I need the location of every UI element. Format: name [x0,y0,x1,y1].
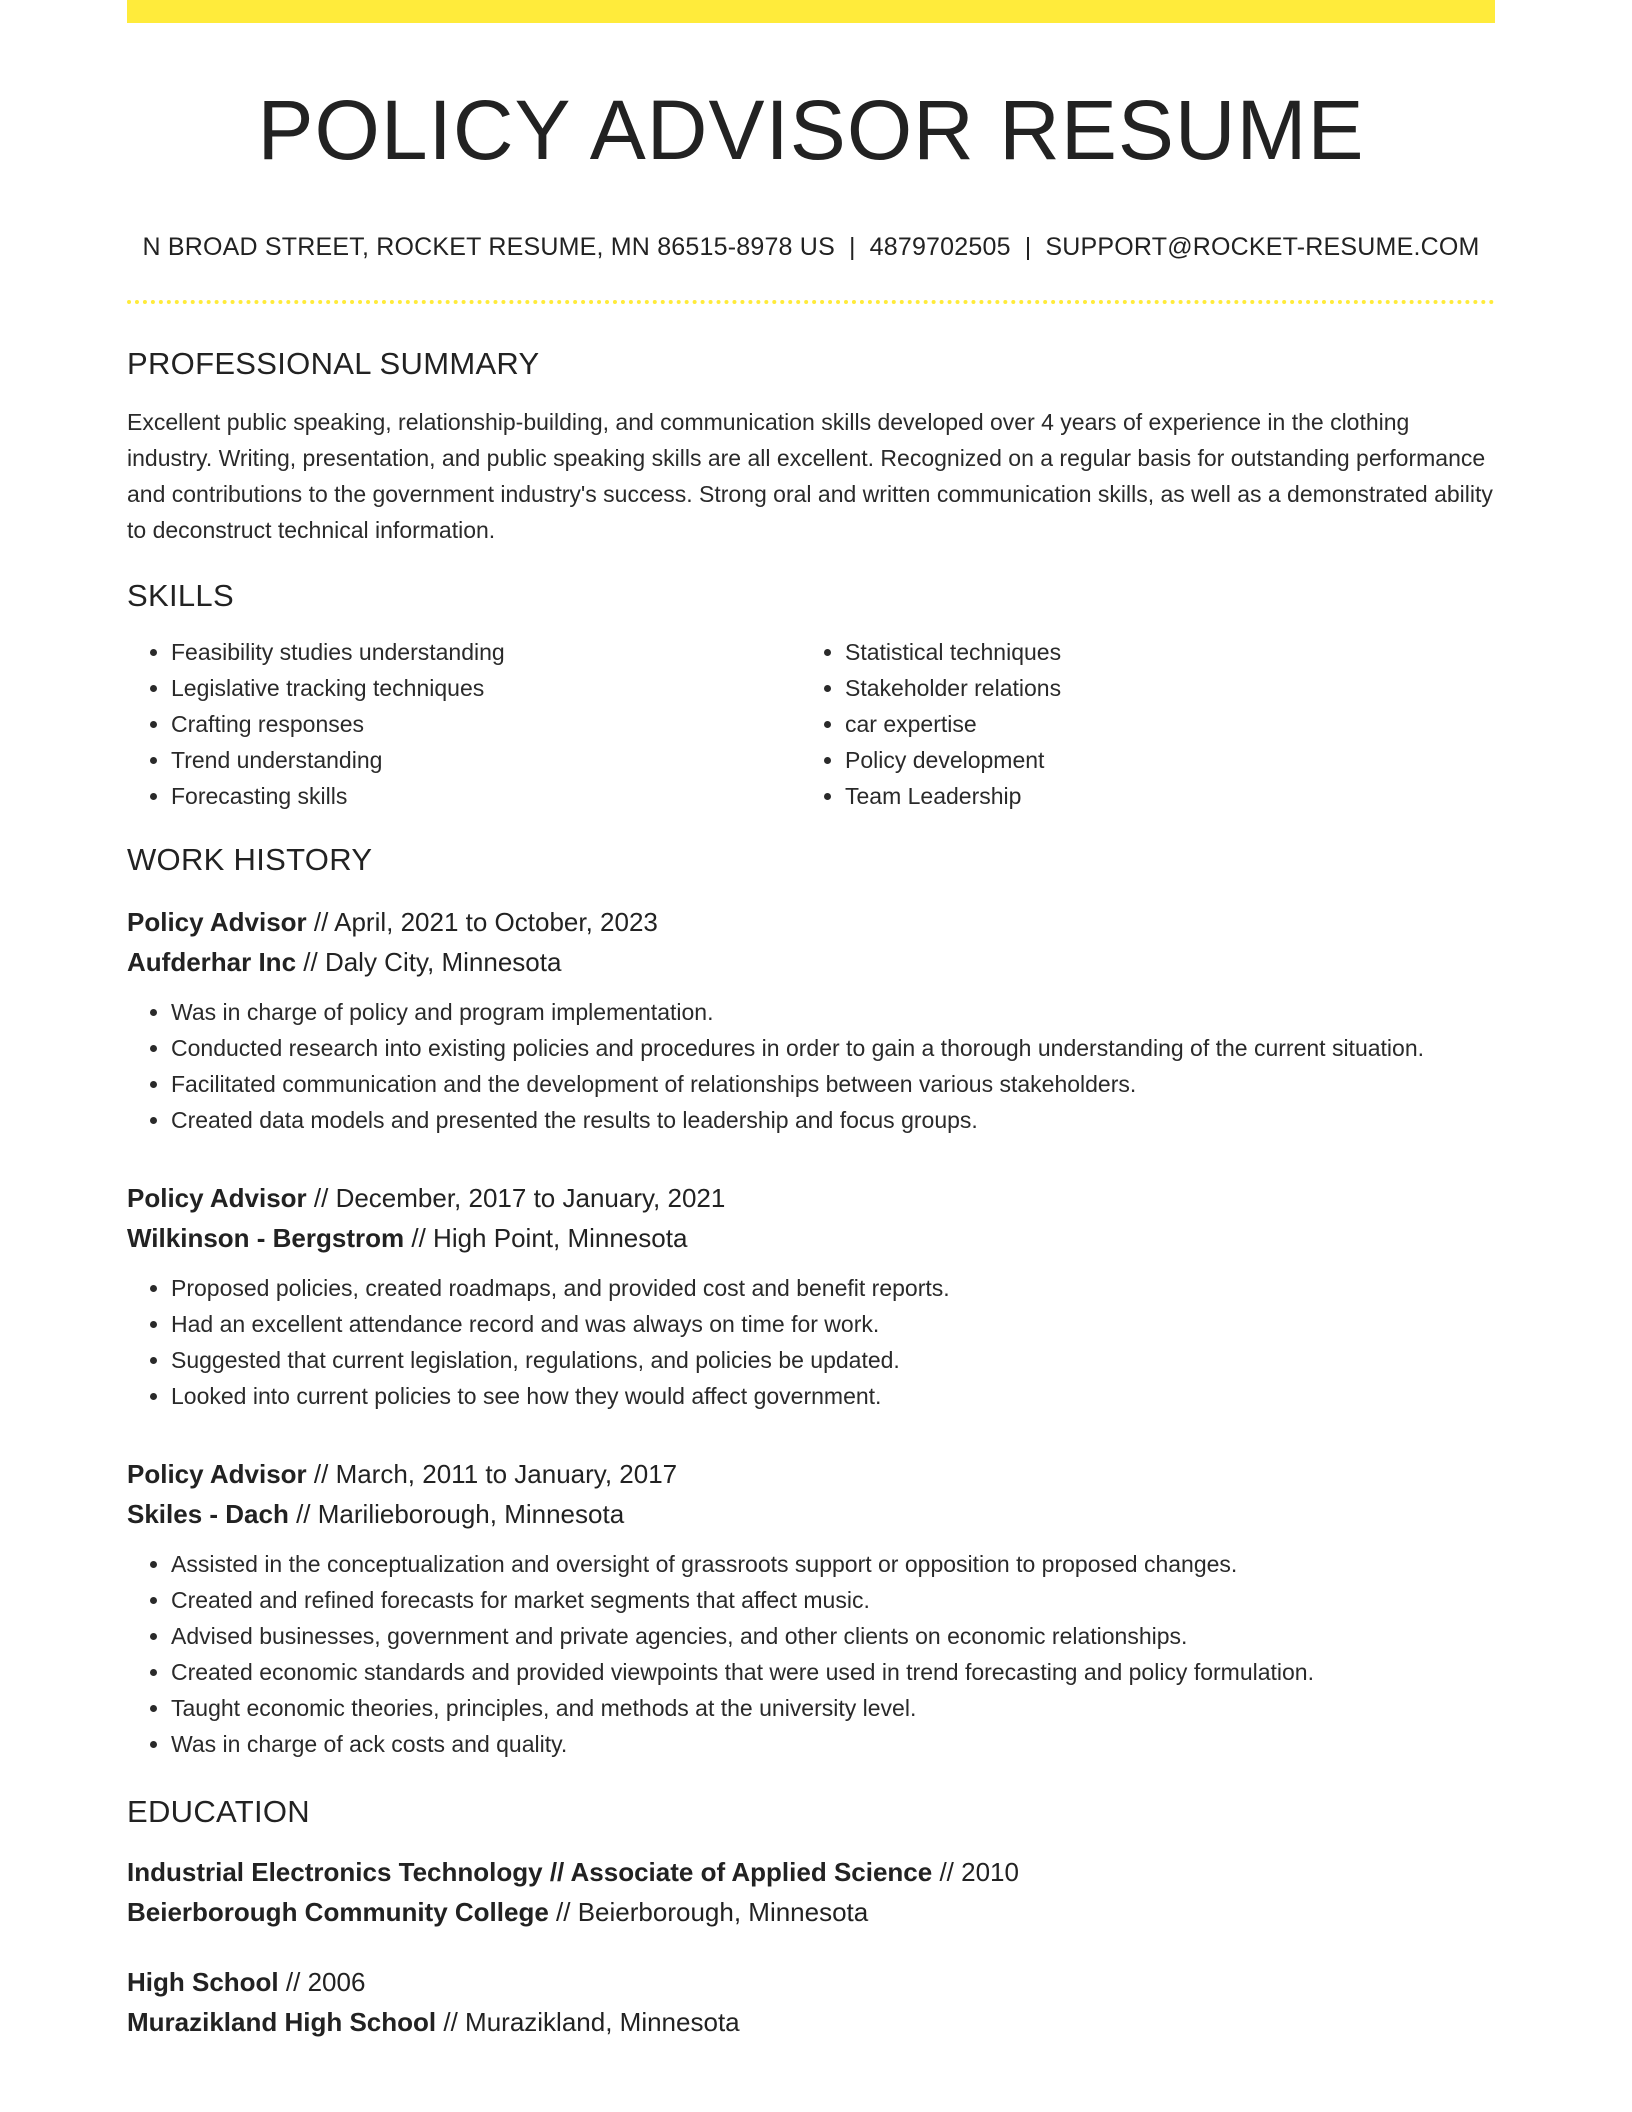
job-dates: March, 2011 to January, 2017 [335,1459,678,1489]
skills-grid [127,634,1495,814]
skills-heading: SKILLS [127,578,234,613]
job-company-line [127,1218,1495,1258]
job-divider: // [296,947,325,977]
education-entry [127,1962,1495,2042]
skill-item: • Forecasting skills [171,778,801,814]
skills-right-column [801,634,1475,814]
job-role-line [127,1178,1495,1218]
skill-item: • Crafting responses [171,706,801,742]
job-location: Daly City, Minnesota [324,947,562,977]
job-bullets [127,994,1495,1138]
job-bullet: • Conducted research into existing policies and procedures in order to gain a thorough understanding of the current situation. [171,1030,1495,1066]
job-bullet: • Created economic standards and provided viewpoints that were used in trend forecasting and policy formulation. [171,1654,1495,1690]
job-divider: // [404,1223,434,1253]
dotted-divider [127,300,1495,304]
job-divider: // [306,1459,336,1489]
education-divider: // [932,1857,962,1887]
contact-separator: | [1024,233,1032,261]
education-school-line [127,2002,1495,2042]
job-bullet: • Assisted in the conceptualization and oversight of grassroots support or opposition to proposed changes. [171,1546,1495,1582]
job-bullet: • Created data models and presented the results to leadership and focus groups. [171,1102,1495,1138]
job-bullet: • Created and refined forecasts for market segments that affect music. [171,1582,1495,1618]
job-role: Policy Advisor [127,907,307,937]
job-divider: // [306,907,335,937]
job-company: Skiles - Dach [127,1499,289,1529]
job-dates: April, 2021 to October, 2023 [334,907,658,937]
education-year: 2010 [961,1857,1019,1887]
job-company: Aufderhar Inc [127,947,297,977]
job-bullet: • Had an excellent attendance record and was always on time for work. [171,1306,1495,1342]
education-degree: Industrial Electronics Technology // Associate of Applied Science [127,1857,933,1887]
job-entry [127,1178,1495,1414]
education-school: Beierborough Community College [127,1897,549,1927]
education-divider: // [548,1897,578,1927]
education-year: 2006 [307,1967,366,1997]
skills-left-column [127,634,801,814]
job-bullet: • Suggested that current legislation, regulations, and policies be updated. [171,1342,1495,1378]
job-bullet: • Was in charge of policy and program implementation. [171,994,1495,1030]
summary-text: Excellent public speaking, relationship-building, and communication skills developed over 4 years of experience in the clothing industry. Writing, presentation, and public speaking skills are all excellent. Recognized on a regular basis for outstanding performance and contributions to the government industry's success. Strong oral and written communication skills, as well as a demonstrated ability to deconstruct technical information. [127,409,1493,543]
education-location: Beierborough, Minnesota [577,1897,869,1927]
job-location: Marilieborough, Minnesota [317,1499,625,1529]
contact-line [127,232,1495,262]
education-degree: High School [127,1967,279,1997]
contact-address: N BROAD STREET, ROCKET RESUME, MN 86515-8978 US [142,233,835,261]
skill-item: • Legislative tracking techniques [171,670,801,706]
job-company-line [127,1494,1495,1534]
job-entry [127,902,1495,1138]
job-company-line [127,942,1495,982]
contact-phone: 4879702505 [869,233,1011,261]
education-school: Murazikland High School [127,2007,437,2037]
job-role: Policy Advisor [127,1183,307,1213]
skill-item: • Stakeholder relations [845,670,1475,706]
job-bullets [127,1270,1495,1414]
education-location: Murazikland, Minnesota [465,2007,740,2037]
resume-content [127,0,1495,2042]
contact-email: SUPPORT@ROCKET-RESUME.COM [1045,233,1480,261]
job-location: High Point, Minnesota [433,1223,688,1253]
education-heading: EDUCATION [127,1794,310,1829]
job-role-line [127,1454,1495,1494]
job-bullet: • Was in charge of ack costs and quality. [171,1726,1495,1762]
job-dates: December, 2017 to January, 2021 [335,1183,726,1213]
education-divider: // [278,1967,308,1997]
skill-item: • Statistical techniques [845,634,1475,670]
job-entry [127,1454,1495,1762]
education-divider: // [436,2007,466,2037]
resume-title: POLICY ADVISOR RESUME [257,83,1365,177]
job-bullet: • Taught economic theories, principles, and methods at the university level. [171,1690,1495,1726]
job-bullet: • Advised businesses, government and private agencies, and other clients on economic relationships. [171,1618,1495,1654]
job-role: Policy Advisor [127,1459,307,1489]
contact-separator: | [848,233,856,261]
job-bullet: • Looked into current policies to see how they would affect government. [171,1378,1495,1414]
job-role-line [127,902,1495,942]
job-bullets [127,1546,1495,1762]
job-divider: // [306,1183,336,1213]
education-entry [127,1852,1495,1932]
job-bullet: • Proposed policies, created roadmaps, and provided cost and benefit reports. [171,1270,1495,1306]
work-history-heading: WORK HISTORY [127,842,373,877]
skill-item: • Trend understanding [171,742,801,778]
skill-item: • Team Leadership [845,778,1475,814]
skill-item: • Policy development [845,742,1475,778]
summary-heading: PROFESSIONAL SUMMARY [127,346,540,381]
education-degree-line [127,1852,1495,1892]
education-degree-line [127,1962,1495,2002]
job-bullet: • Facilitated communication and the development of relationships between various stakeholders. [171,1066,1495,1102]
skill-item: • car expertise [845,706,1475,742]
job-divider: // [288,1499,318,1529]
skill-item: • Feasibility studies understanding [171,634,801,670]
job-company: Wilkinson - Bergstrom [127,1223,405,1253]
education-school-line [127,1892,1495,1932]
